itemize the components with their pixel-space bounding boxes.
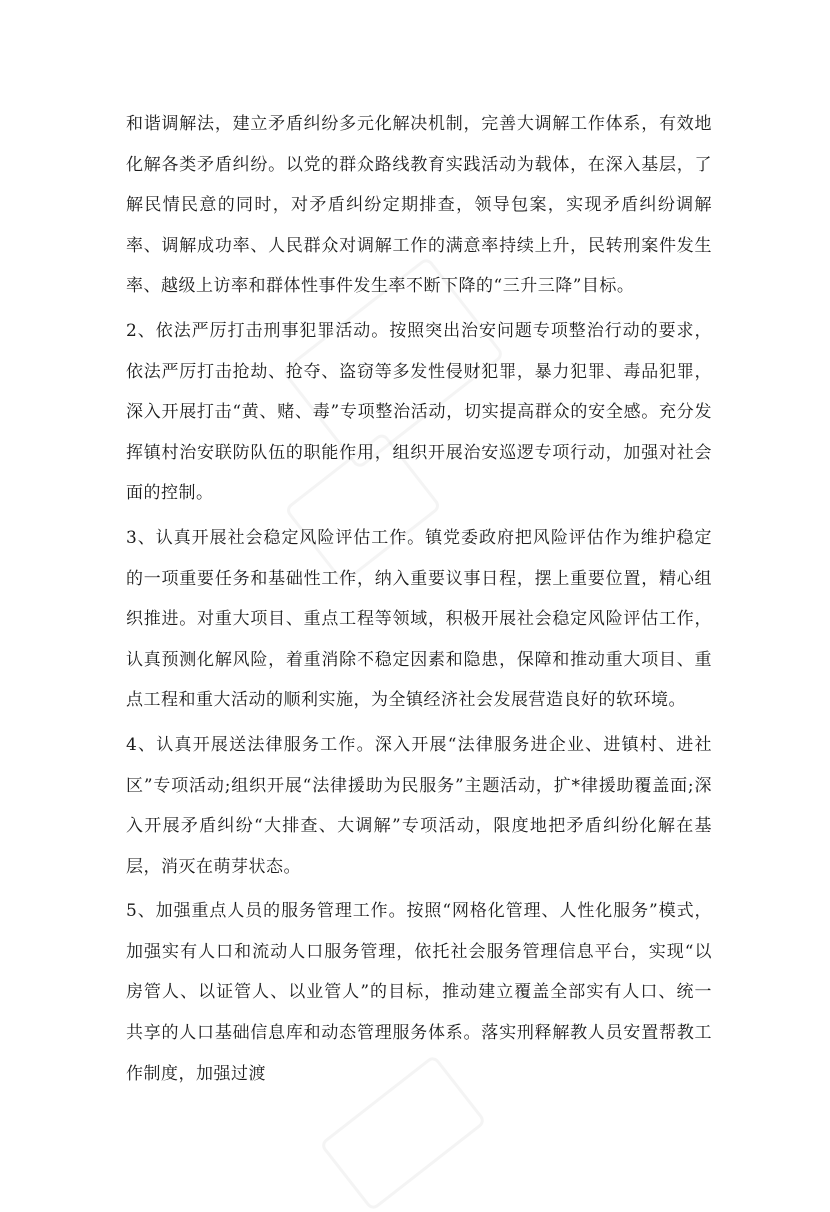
document-body	[126, 104, 712, 1098]
paragraph-risk-assessment: 3、认真开展社会稳定风险评估工作。镇党委政府把风险评估作为维护稳定的一项重要任务和基础性工作，纳入重要议事日程，摆上重要位置，精心组织推进。对重大项目、重点工程等领域，积极开展社会稳定风险评估工作，认真预测化解风险，着重消除不稳定因素和隐患，保障和推动重大项目、重点工程和重大活动的顺利实施，为全镇经济社会发展营造良好的软环境。	[126, 527, 712, 711]
paragraph-legal-services: 4、认真开展送法律服务工作。深入开展“法律服务进企业、进镇村、进社区”专项活动;组织开展“法律援助为民服务”主题活动，扩*律援助覆盖面;深入开展矛盾纠纷“大排查、大调解”专项活动，限度地把矛盾纠纷化解在基层，消灭在萌芽状态。	[126, 734, 712, 877]
paragraph-crime-crackdown: 2、依法严厉打击刑事犯罪活动。按照突出治安问题专项整治行动的要求，依法严厉打击抢劫、抢夺、盗窃等多发性侵财犯罪，暴力犯罪、毒品犯罪，深入开展打击“黄、赌、毒”专项整治活动，切实提高群众的安全感。充分发挥镇村治安联防队伍的职能作用，组织开展治安巡逻专项行动，加强对社会面的控制。	[126, 320, 712, 504]
paragraph-key-personnel: 5、加强重点人员的服务管理工作。按照“网格化管理、人性化服务”模式，加强实有人口和流动人口服务管理，依托社会服务管理信息平台，实现“以房管人、以证管人、以业管人”的目标，推动建立覆盖全部实有人口、统一共享的人口基础信息库和动态管理服务体系。落实刑释解教人员安置帮教工作制度，加强过渡	[126, 901, 712, 1084]
paragraph-mediation: 和谐调解法，建立矛盾纠纷多元化解决机制，完善大调解工作体系，有效地化解各类矛盾纠纷。以党的群众路线教育实践活动为载体，在深入基层，了解民情民意的同时，对矛盾纠纷定期排查，领导包案，实现矛盾纠纷调解率、调解成功率、人民群众对调解工作的满意率持续上升，民转刑案件发生率、越级上访率和群体性事件发生率不断下降的“三升三降”目标。	[126, 114, 712, 297]
